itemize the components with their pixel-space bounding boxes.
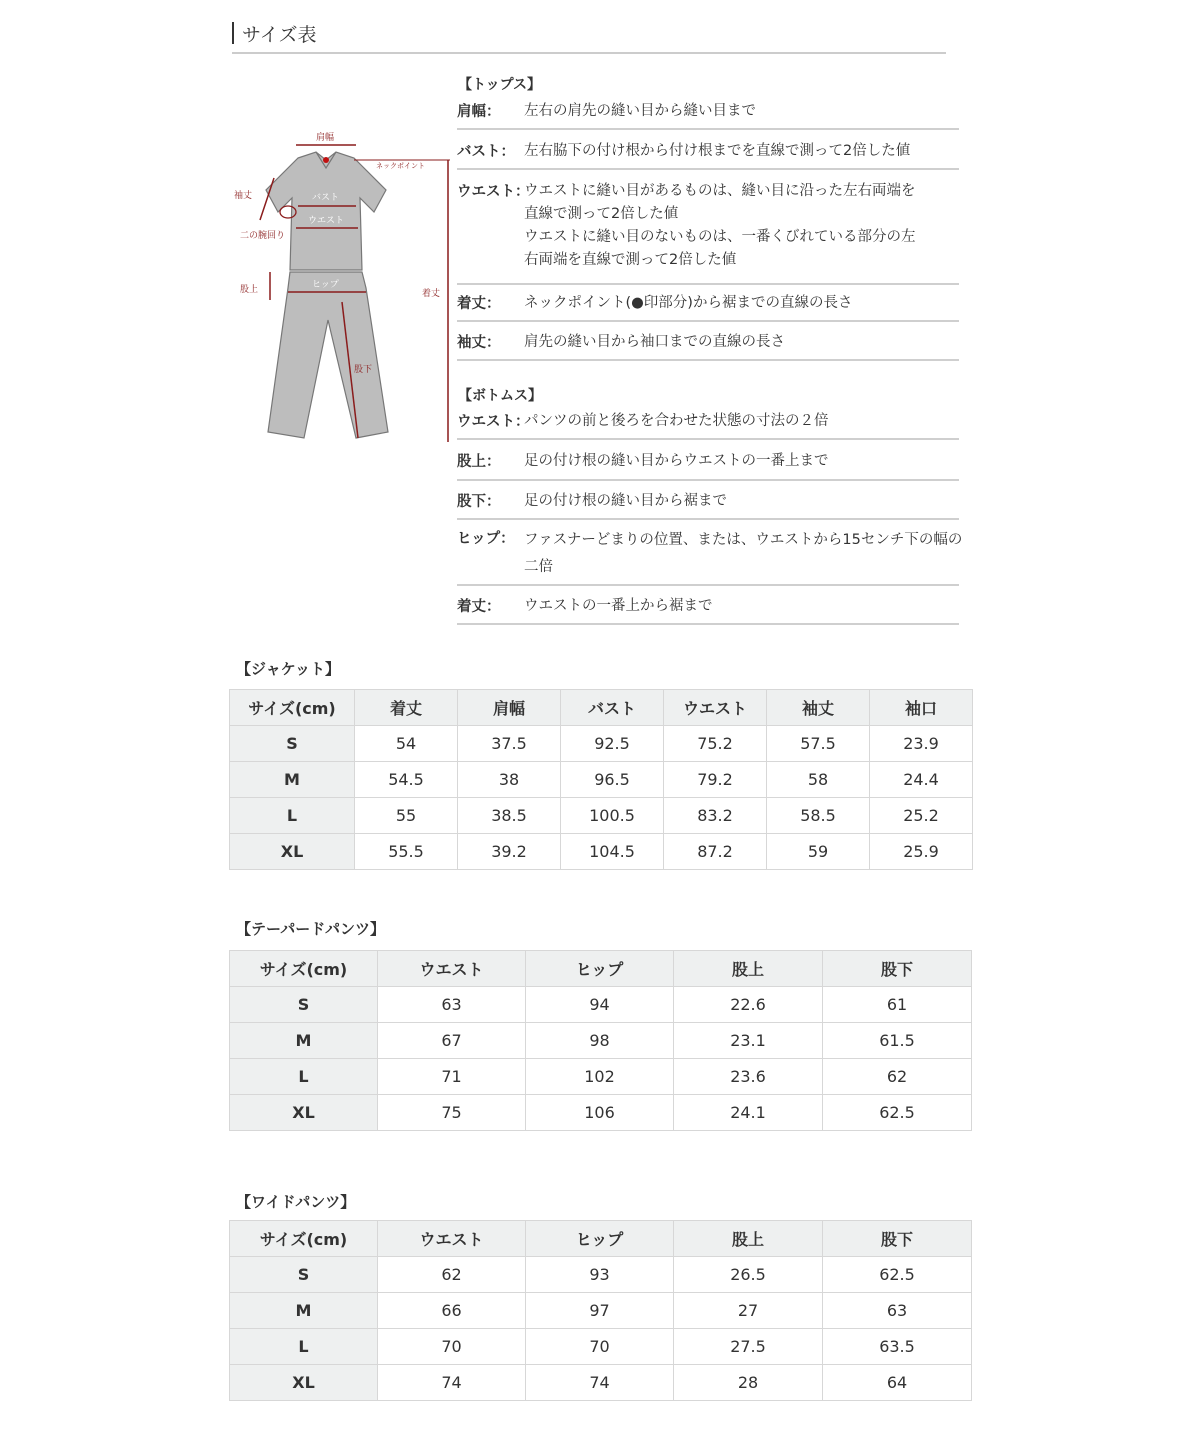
table-cell: 23.1 <box>674 1023 823 1059</box>
table-row <box>230 726 973 762</box>
table-cell: 39.2 <box>458 834 561 870</box>
table-cell: 27.5 <box>674 1329 823 1365</box>
table-cell: 24.4 <box>870 762 973 798</box>
sleeve-label: 袖丈 <box>234 191 253 201</box>
table-cell: 92.5 <box>561 726 664 762</box>
table-row <box>230 1023 972 1059</box>
column-header: サイズ(cm) <box>230 951 378 987</box>
def-desc: 肩先の縫い目から袖口までの直線の長さ <box>524 334 785 350</box>
def-row-inseam <box>457 490 959 520</box>
table-cell: 62.5 <box>823 1257 972 1293</box>
def-row-bust <box>457 140 959 170</box>
def-term: ウエスト： <box>457 414 530 430</box>
top-garment-shape <box>266 152 386 270</box>
page-title: サイズ表 <box>242 24 317 46</box>
def-row-bottom-length <box>457 595 959 625</box>
def-desc: 左右の肩先の縫い目から縫い目まで <box>524 103 756 119</box>
tapered-pants-size-table <box>229 950 972 1131</box>
column-header: ウエスト <box>664 690 767 726</box>
table-cell: 106 <box>526 1095 674 1131</box>
bottoms-heading: 【ボトムス】 <box>458 388 542 404</box>
column-header: ウエスト <box>378 1221 526 1257</box>
table-cell: 66 <box>378 1293 526 1329</box>
table-cell: 63 <box>378 987 526 1023</box>
tops-heading: 【トップス】 <box>458 77 542 93</box>
column-header: 着丈 <box>355 690 458 726</box>
table-cell: 23.6 <box>674 1059 823 1095</box>
neck-point-marker <box>323 157 329 163</box>
table-cell: 94 <box>526 987 674 1023</box>
size-cell: XL <box>230 834 355 870</box>
def-term: 袖丈： <box>457 335 501 351</box>
table-cell: 75 <box>378 1095 526 1131</box>
wide-pants-size-table <box>229 1220 972 1401</box>
table-cell: 58 <box>767 762 870 798</box>
size-cell: M <box>230 1023 378 1059</box>
table-row <box>230 1293 972 1329</box>
table-cell: 59 <box>767 834 870 870</box>
table-cell: 75.2 <box>664 726 767 762</box>
table-cell: 62.5 <box>823 1095 972 1131</box>
table-header-row <box>230 951 972 987</box>
size-cell: XL <box>230 1365 378 1401</box>
header-bar <box>232 22 234 44</box>
table-cell: 38 <box>458 762 561 798</box>
table-cell: 54 <box>355 726 458 762</box>
def-desc: 左右脇下の付け根から付け根までを直線で測って2倍した値 <box>524 143 911 159</box>
table-cell: 25.9 <box>870 834 973 870</box>
def-row-length <box>457 292 959 322</box>
inseam-label: 股下 <box>354 365 373 375</box>
def-row-sleeve <box>457 331 959 361</box>
size-cell: L <box>230 798 355 834</box>
column-header: ヒップ <box>526 1221 674 1257</box>
table-cell: 70 <box>378 1329 526 1365</box>
def-row-waist <box>457 180 959 285</box>
length-label: 着丈 <box>422 289 441 299</box>
measurement-diagram <box>228 120 460 460</box>
table-cell: 87.2 <box>664 834 767 870</box>
column-header: サイズ(cm) <box>230 690 355 726</box>
upper-arm-label: 二の腕回り <box>240 231 286 241</box>
table-cell: 23.9 <box>870 726 973 762</box>
def-row-rise <box>457 450 959 481</box>
shoulder-label: 肩幅 <box>316 133 335 143</box>
size-cell: L <box>230 1059 378 1095</box>
def-term: 股上： <box>457 454 501 470</box>
table-cell: 70 <box>526 1329 674 1365</box>
table-header-row <box>230 690 973 726</box>
column-header: バスト <box>561 690 664 726</box>
table-cell: 74 <box>526 1365 674 1401</box>
table-cell: 28 <box>674 1365 823 1401</box>
def-row-shoulder <box>457 100 959 130</box>
table-cell: 54.5 <box>355 762 458 798</box>
table-cell: 93 <box>526 1257 674 1293</box>
table-cell: 24.1 <box>674 1095 823 1131</box>
def-row-hip <box>457 527 963 586</box>
table-cell: 98 <box>526 1023 674 1059</box>
size-cell: M <box>230 1293 378 1329</box>
def-term: 着丈： <box>457 296 501 312</box>
table-cell: 55 <box>355 798 458 834</box>
neck-point-label: ネックポイント <box>376 162 425 170</box>
def-term: バスト： <box>457 144 515 160</box>
jacket-table-title: 【ジャケット】 <box>236 660 340 678</box>
def-desc: ネックポイント(●印部分)から裾までの直線の長さ <box>524 295 853 311</box>
table-row <box>230 1059 972 1095</box>
table-cell: 83.2 <box>664 798 767 834</box>
column-header: 股下 <box>823 951 972 987</box>
jacket-size-table <box>229 689 973 870</box>
column-header: 股下 <box>823 1221 972 1257</box>
column-header: サイズ(cm) <box>230 1221 378 1257</box>
table-cell: 58.5 <box>767 798 870 834</box>
column-header: ウエスト <box>378 951 526 987</box>
table-cell: 57.5 <box>767 726 870 762</box>
def-term: 肩幅： <box>457 104 501 120</box>
table-cell: 27 <box>674 1293 823 1329</box>
table-cell: 55.5 <box>355 834 458 870</box>
rise-label: 股上 <box>240 285 259 295</box>
tapered-table-title: 【テーパードパンツ】 <box>236 920 385 938</box>
table-cell: 63 <box>823 1293 972 1329</box>
table-cell: 67 <box>378 1023 526 1059</box>
table-header-row <box>230 1221 972 1257</box>
table-cell: 97 <box>526 1293 674 1329</box>
waist-label: ウエスト <box>308 216 345 226</box>
def-desc: 足の付け根の縫い目から裾まで <box>524 493 727 509</box>
size-cell: L <box>230 1329 378 1365</box>
def-term: ヒップ： <box>457 531 515 547</box>
table-row <box>230 834 973 870</box>
table-cell: 25.2 <box>870 798 973 834</box>
def-term: ウエスト： <box>457 184 530 200</box>
table-cell: 37.5 <box>458 726 561 762</box>
table-cell: 22.6 <box>674 987 823 1023</box>
table-row <box>230 798 973 834</box>
size-cell: XL <box>230 1095 378 1131</box>
wide-table-title: 【ワイドパンツ】 <box>236 1193 356 1211</box>
table-cell: 79.2 <box>664 762 767 798</box>
def-desc: ウエストの一番上から裾まで <box>524 598 713 614</box>
table-cell: 62 <box>378 1257 526 1293</box>
page-header <box>232 18 946 54</box>
column-header: 股上 <box>674 951 823 987</box>
size-cell: S <box>230 726 355 762</box>
def-term: 着丈： <box>457 599 501 615</box>
column-header: 袖口 <box>870 690 973 726</box>
table-cell: 26.5 <box>674 1257 823 1293</box>
table-cell: 71 <box>378 1059 526 1095</box>
table-row <box>230 1365 972 1401</box>
column-header: 肩幅 <box>458 690 561 726</box>
table-cell: 63.5 <box>823 1329 972 1365</box>
table-row <box>230 1329 972 1365</box>
column-header: 袖丈 <box>767 690 870 726</box>
table-row <box>230 762 973 798</box>
column-header: ヒップ <box>526 951 674 987</box>
table-cell: 62 <box>823 1059 972 1095</box>
def-row-bottom-waist <box>457 410 959 440</box>
def-desc: ファスナーどまりの位置、または、ウエストから15センチ下の幅の二倍 <box>524 532 963 575</box>
table-cell: 102 <box>526 1059 674 1095</box>
def-desc: 足の付け根の縫い目からウエストの一番上まで <box>524 453 829 469</box>
column-header: 股上 <box>674 1221 823 1257</box>
def-desc: パンツの前と後ろを合わせた状態の寸法の２倍 <box>524 413 829 429</box>
size-cell: M <box>230 762 355 798</box>
size-cell: S <box>230 1257 378 1293</box>
table-row <box>230 1095 972 1131</box>
def-term: 股下： <box>457 494 501 510</box>
table-cell: 38.5 <box>458 798 561 834</box>
table-row <box>230 987 972 1023</box>
table-cell: 64 <box>823 1365 972 1401</box>
table-cell: 61 <box>823 987 972 1023</box>
size-cell: S <box>230 987 378 1023</box>
table-cell: 61.5 <box>823 1023 972 1059</box>
def-desc: ウエストに縫い目があるものは、縫い目に沿った左右両端を直線で測って2倍した値 ウエストに縫い目のないものは、一番くびれている部分の左右両端を直線で測って2倍した値 <box>524 183 916 268</box>
pants-shape <box>268 272 388 438</box>
table-cell: 74 <box>378 1365 526 1401</box>
table-row <box>230 1257 972 1293</box>
table-cell: 104.5 <box>561 834 664 870</box>
hip-label: ヒップ <box>312 280 339 290</box>
table-cell: 96.5 <box>561 762 664 798</box>
table-cell: 100.5 <box>561 798 664 834</box>
bust-label: バスト <box>312 193 340 203</box>
